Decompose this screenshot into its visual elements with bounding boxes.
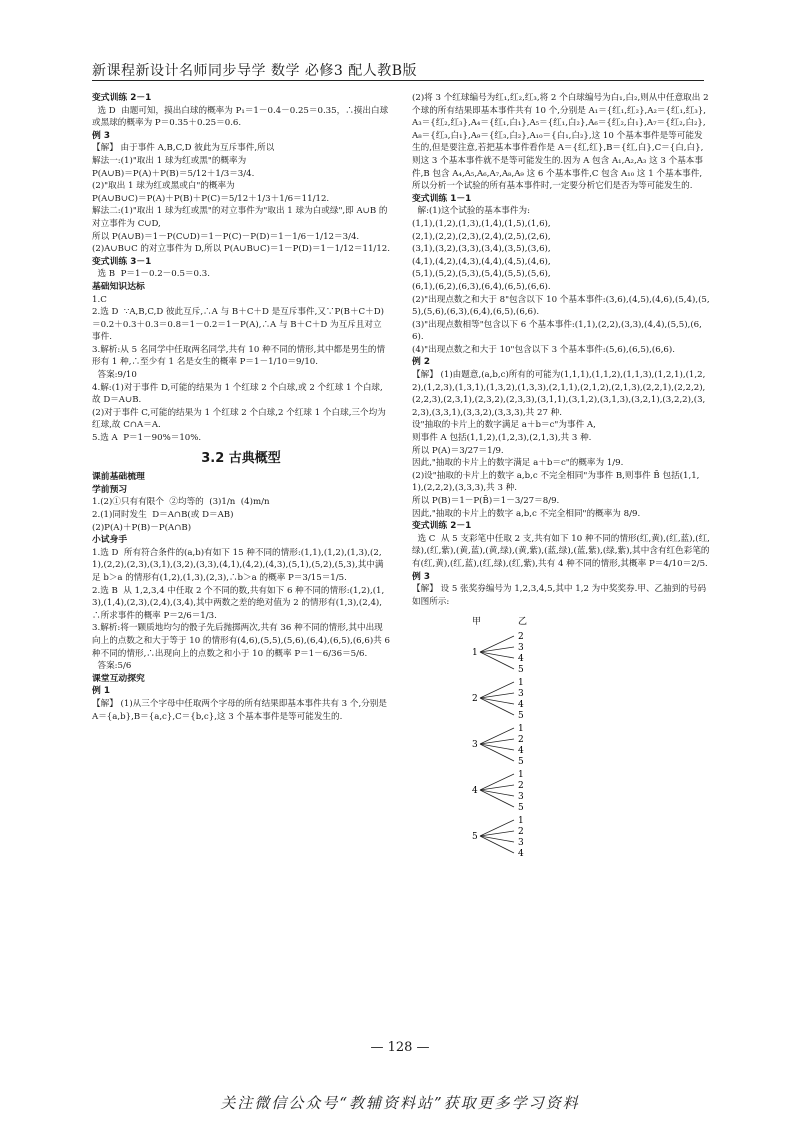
- paragraph: 3.解析:从 5 名同学中任取两名同学,共有 10 种不同的情形,其中都是男生的情形有 1 种,∴至少有 1 名是女生的概率 P＝1－1/10＝9/10.: [92, 344, 386, 368]
- paragraph: 【解】 (1)从三个字母中任取两个字母的所有结果即基本事件共有 3 个,分别是 A＝{a,b},B＝{a,c},C＝{b,c},这 3 个基本事件是等可能发生的.: [92, 698, 390, 722]
- paragraph: 选 D 由题可知，摸出白球的概率为 P₁＝1－0.4－0.25＝0.35，∴摸出白球或黑球的概率为 P＝0.35＋0.25＝0.6.: [92, 105, 389, 129]
- tree-branch-line: [480, 744, 514, 750]
- paragraph: (2,1),(2,2),(2,3),(2,4),(2,5),(2,6),: [412, 231, 551, 242]
- tree-leaf-label: 5: [518, 711, 524, 722]
- paragraph: (2)"取出 1 球为红或黑或白"的概率为: [92, 181, 235, 192]
- subheading: 学前预习: [92, 484, 128, 495]
- tree-leaf-label: 4: [518, 849, 524, 860]
- section-title: 3.2 古典概型: [201, 450, 281, 466]
- tree-root-label: 5: [472, 832, 478, 843]
- tree-branch-line: [480, 652, 514, 669]
- paragraph: 1.选 D 所有符合条件的(a,b)有如下 15 种不同的情形:(1,1),(1,2),(1,3),(2,1),(2,2),(2,3),(3,1),(3,2),(3,3),(4,1),(4,2),(4,3),(5,1),(5,2),(5,3),其中满足 b＞a 的情形有(1,2),(1,3),(2,3),∴b＞a 的概率 P＝3/15＝1/5.: [92, 547, 384, 583]
- paragraph: (4)"出现点数之和大于 10"包含以下 3 个基本事件:(5,6),(6,5),(6,6).: [412, 344, 675, 355]
- paragraph: 2.选 B 从 1,2,3,4 中任取 2 个不同的数,共有如下 6 种不同的情形:(1,2),(1,3),(1,4),(2,3),(2,4),(3,4),其中两数之差的绝对值为 2 的情形有(1,3),(2,4),∴所求事件的概率 P＝2/6＝1/3.: [92, 585, 385, 621]
- tree-leaf-label: 4: [518, 746, 524, 757]
- paragraph: (3)"出现点数相等"包含以下 6 个基本事件:(1,1),(2,2),(3,3),(4,4),(5,5),(6,6).: [412, 319, 702, 343]
- running-header: 新课程新设计名师同步导学 数学 必修3 配人教B版: [92, 63, 418, 79]
- tree-leaf-label: 2: [518, 781, 524, 792]
- tree-leaf-label: 3: [518, 792, 524, 803]
- paragraph: (4,1),(4,2),(4,3),(4,4),(4,5),(4,6),: [412, 256, 551, 267]
- tree-leaf-label: 3: [518, 643, 524, 654]
- tree-leaf-label: 5: [518, 665, 524, 676]
- paragraph: 【解】 (1)由题意,(a,b,c)所有的可能为(1,1,1),(1,1,2),(1,1,3),(1,2,1),(1,2,2),(1,2,3),(1,3,1),(1,3,2),(1,3,3),(2,1,1),(2,1,2),(2,1,3),(2,2,1),(2,2,2),(2,2,3),(2,3,1),(2,3,2),(2,3,3),(3,1,1),(3,1,2),(3,1,3),(3,2,1),(3,2,2),(3,2,3),(3,3,1),(3,3,2),(3,3,3),共 27 种.: [412, 370, 706, 418]
- tree-leaf-label: 5: [518, 757, 524, 768]
- tree-branch-line: [480, 652, 514, 658]
- tree-root-label: 4: [472, 786, 478, 797]
- paragraph: (2)将 3 个红球编号为红₁,红₂,红₃,将 2 个白球编号为白₁,白₂,则从中任意取出 2 个球的所有结果即基本事件共有 10 个,分别是 A₁＝{红₁,红₂},A₂＝{红₁,红₃},A₃＝{红₂,红₃},A₄＝{红₁,白₁},A₅＝{红₁,白₂},A₆＝{红₂,白₁},A₇＝{红₂,白₂},A₈＝{红₃,白₁},A₉＝{红₃,白₂},A₁₀＝{白₁,白₂},这 10 个基本事件是等可能发生的,但是要注意,若把基本事件看作是 A＝{红,红},B＝{红,白},C＝{白,白},则这 3 个基本事件就不是等可能发生的.因为 A 包含 A₁,A₂,A₃ 这 3 个基本事件,B 包含 A₄,A₅,A₆,A₇,A₈,A₉ 这 6 个基本事件,C 包含 A₁₀ 这 1 个基本事件,所以分析一个试验的所有基本事件时,一定要分析它们是否为等可能发生的.: [412, 93, 712, 192]
- paragraph: 答案:9/10: [92, 370, 137, 381]
- probability-tree-diagram: [470, 614, 590, 862]
- subheading: 变式训练 2－1: [92, 93, 152, 103]
- paragraph: 2.选 D ∵A,B,C,D 彼此互斥,∴A 与 B＋C＋D 是互斥事件,又∵P(B＋C＋D)＝0.2＋0.3＋0.3＝0.8＝1－0.2＝1－P(A),∴A 与 B＋C＋D 为互斥且对立事件.: [92, 307, 384, 343]
- paragraph: (2)对于事件 C,可能的结果为 1 个红球 2 个白球,2 个红球 1 个白球,三个均为红球,故 C∩A＝A.: [92, 407, 386, 431]
- tree-leaf-label: 2: [518, 827, 524, 838]
- page-number: — 128 —: [370, 1040, 430, 1055]
- subheading: 例 3: [412, 571, 430, 582]
- subheading: 课前基础梳理: [92, 472, 145, 483]
- paragraph: (2)A∪B∪C 的对立事件为 D,所以 P(A∪B∪C)＝1－P(D)＝1－1/12＝11/12.: [92, 244, 390, 255]
- paragraph: P(A∪B∪C)＝P(A)＋P(B)＋P(C)＝5/12＋1/3＋1/6＝11/12.: [92, 193, 330, 204]
- tree-branch-line: [480, 698, 514, 704]
- tree-header-second: 乙: [518, 617, 528, 628]
- subheading: 基础知识达标: [92, 281, 145, 292]
- tree-leaf-label: 3: [518, 838, 524, 849]
- tree-branch-line: [480, 744, 514, 761]
- paragraph: 因此,"抽取的卡片上的数字 a,b,c 不完全相同"的概率为 8/9.: [412, 508, 641, 519]
- tree-branch-line: [480, 836, 514, 842]
- subheading: 变式训练 3－1: [92, 256, 152, 267]
- right-column: [412, 92, 710, 867]
- subheading: 课堂互动探究: [92, 673, 145, 684]
- tree-header-first: 甲: [472, 617, 482, 628]
- tree-leaf-label: 1: [518, 678, 524, 689]
- paragraph: (6,1),(6,2),(6,3),(6,4),(6,5),(6,6).: [412, 281, 551, 292]
- tree-leaf-label: 4: [518, 654, 524, 665]
- paragraph: 2.(1)同时发生 D＝A∩B(或 D＝AB): [92, 510, 234, 520]
- tree-branch-line: [480, 790, 514, 807]
- paragraph: 所以 P(A)＝3/27＝1/9.: [412, 445, 504, 456]
- header-rule: [92, 80, 704, 81]
- paragraph: 选 B P＝1－0.2－0.5＝0.3.: [92, 269, 210, 280]
- tree-root-label: 1: [472, 648, 478, 659]
- tree-branch-line: [480, 698, 514, 715]
- tree-leaf-label: 4: [518, 700, 524, 711]
- paragraph: 选 C 从 5 支彩笔中任取 2 支,共有如下 10 种不同的情形(红,黄),(红,蓝),(红,绿),(红,紫),(黄,蓝),(黄,绿),(黄,紫),(蓝,绿),(蓝,紫),(绿,紫),其中含有红色彩笔的有(红,黄),(红,蓝),(红,绿),(红,紫),共有 4 种不同的情形,其概率 P＝4/10＝2/5.: [412, 533, 710, 569]
- paragraph: 解法二:(1)"取出 1 球为红或黑"的对立事件为"取出 1 球为白或绿",即 A∪B 的对立事件为 C∪D,: [92, 206, 388, 229]
- tree-leaf-label: 3: [518, 689, 524, 700]
- tree-leaf-label: 1: [518, 816, 524, 827]
- tree-leaf-label: 2: [518, 632, 524, 643]
- paragraph: 所以 P(A∪B)＝1－P(C∪D)＝1－P(C)－P(D)＝1－1/6－1/12＝3/4.: [92, 231, 360, 242]
- paragraph: (3,1),(3,2),(3,3),(3,4),(3,5),(3,6),: [412, 244, 551, 255]
- paragraph: (5,1),(5,2),(5,3),(5,4),(5,5),(5,6),: [412, 269, 551, 280]
- subheading: 变式训练 1－1: [412, 193, 472, 204]
- subheading: 例 2: [412, 357, 430, 368]
- paragraph: 3.解析:将一颗质地均匀的骰子先后抛掷两次,共有 36 种不同的情形,其中出现向上的点数之和大于等于 10 的情形有(4,6),(5,5),(5,6),(6,4),(6,5),(6,6)共 6 种不同的情形,∴出现向上的点数之和小于 10 的概率 P＝1－6/36＝5/6.: [92, 623, 393, 659]
- footer-watermark-note: 关注微信公众号“教辅资料站”获取更多学习资料: [220, 1094, 580, 1112]
- subheading: 变式训练 2－1: [412, 521, 472, 532]
- paragraph: (1,1),(1,2),(1,3),(1,4),(1,5),(1,6),: [412, 218, 551, 229]
- paragraph: 解:(1)这个试验的基本事件为:: [412, 206, 530, 217]
- paragraph: 1.(2)①只有有限个 ②均等的 (3)1/n (4)m/n: [92, 497, 270, 508]
- paragraph: (2)"出现点数之和大于 8"包含以下 10 个基本事件:(3,6),(4,5),(4,6),(5,4),(5,5),(5,6),(6,3),(6,4),(6,5),(6,6).: [412, 294, 710, 318]
- subheading: 例 3: [92, 130, 110, 141]
- subheading: 例 1: [92, 686, 110, 697]
- left-column: [92, 92, 393, 723]
- subheading: 小试身手: [92, 535, 128, 546]
- tree-leaf-label: 1: [518, 724, 524, 735]
- tree-leaf-label: 5: [518, 803, 524, 814]
- paragraph: 答案:5/6: [92, 661, 132, 672]
- tree-branch-line: [480, 790, 514, 796]
- paragraph: 因此,"抽取的卡片上的数字满足 a＋b＝c"的概率为 1/9.: [412, 458, 624, 469]
- tree-leaf-label: 2: [518, 735, 524, 746]
- paragraph: 解法一:(1)"取出 1 球为红或黑"的概率为: [92, 155, 247, 166]
- paragraph: 1.C: [92, 294, 107, 305]
- paragraph: (2)设"抽取的卡片上的数字 a,b,c 不完全相同"为事件 B,则事件 B̄ 包括(1,1,1),(2,2,2),(3,3,3),共 3 种.: [412, 470, 700, 494]
- paragraph: 则事件 A 包括(1,1,2),(1,2,3),(2,1,3),共 3 种.: [412, 433, 592, 444]
- tree-root-label: 2: [472, 694, 478, 705]
- paragraph: 【解】 设 5 张奖券编号为 1,2,3,4,5,其中 1,2 为中奖奖券.甲、乙抽到的号码如图所示:: [412, 584, 707, 607]
- paragraph: 5.选 A P＝1－90%＝10%.: [92, 433, 202, 444]
- tree-leaf-label: 1: [518, 770, 524, 781]
- tree-root-label: 3: [472, 740, 478, 751]
- paragraph: 所以 P(B)＝1－P(B̄)＝1－3/27＝8/9.: [412, 496, 560, 506]
- paragraph: P(A∪B)＝P(A)＋P(B)＝5/12＋1/3＝3/4.: [92, 168, 255, 179]
- paragraph: 设"抽取的卡片上的数字满足 a＋b＝c"为事件 A,: [412, 420, 596, 431]
- paragraph: 【解】 由于事件 A,B,C,D 彼此为互斥事件,所以: [92, 143, 275, 154]
- paragraph: 4.解:(1)对于事件 D,可能的结果为 1 个红球 2 个白球,或 2 个红球 1 个白球,故 D＝A∪B.: [92, 382, 383, 406]
- tree-branch-line: [480, 836, 514, 853]
- paragraph: (2)P(A)＋P(B)－P(A∩B): [92, 522, 192, 533]
